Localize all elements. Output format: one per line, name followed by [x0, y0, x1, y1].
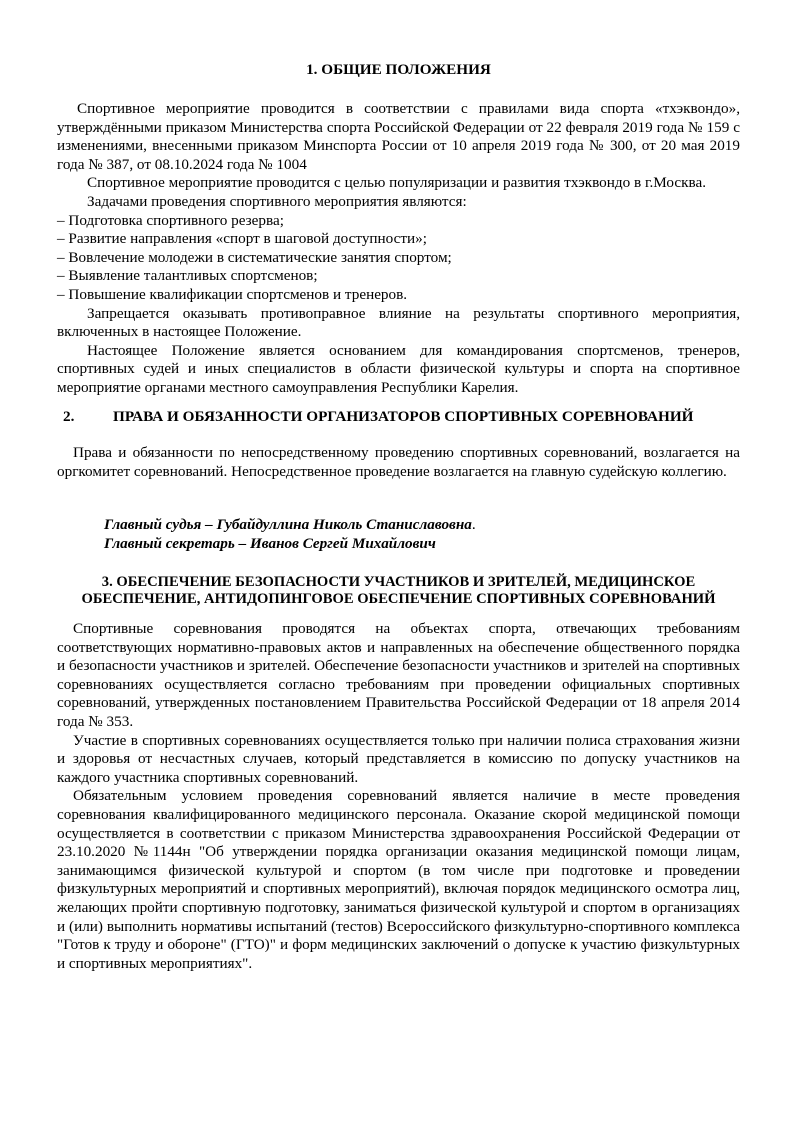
section-2-body: [57, 444, 740, 481]
section-2-paragraph-1: Права и обязанности по непосредственному проведению спортивных соревнований, возлагается на оргкомитет соревнований. Непосредственное проведение возлагается на главную судейскую коллегию.: [57, 444, 740, 480]
section-3-title-line-1: 3. ОБЕСПЕЧЕНИЕ БЕЗОПАСНОСТИ УЧАСТНИКОВ И ЗРИТЕЛЕЙ, МЕДИЦИНСКОЕ: [101, 574, 696, 590]
section-1-paragraph-1: Спортивное мероприятие проводится в соответствии с правилами вида спорта «тхэквондо», утверждёнными приказом Министерства спорта Российской Федерации от 22 февраля 2019 года № 159 с изменениями, внесенными приказом Минспорта России от 10 апреля 2019 года № 300, от 20 мая 2019 года № 387, от 08.10.2024 года № 1004: [57, 100, 740, 173]
chief-judge-period: .: [471, 516, 476, 533]
officials-block: [57, 516, 740, 553]
section-3-paragraph-3: Обязательным условием проведения соревнований является наличие в месте проведения соревнования квалифицированного медицинского персонала. Оказание скорой медицинской помощи осуществляется в соответствии с приказом Министерства здравоохранения Российской Федерации от 23.10.2020 №1144н "Об утверждении порядка организации оказания медицинской помощи лицам, занимающимся физической культурой и спортом (в том числе при подготовке и проведении физкультурных мероприятий и спортивных мероприятий), включая порядок медицинского осмотра лиц, желающих пройти спортивную подготовку, заниматься физической культурой и спортом в организациях и (или) выполнить нормативы испытаний (тестов) Всероссийского физкультурно-спортивного комплекса "Готов к труду и обороне" (ГТО)" и форм медицинских заключений о допуске к участию физкультурных и спортивных мероприятиях".: [57, 787, 740, 972]
chief-judge-line: [57, 516, 740, 535]
list-item: – Повышение квалификации спортсменов и тренеров.: [57, 285, 408, 303]
section-3-heading: [57, 574, 740, 608]
section-3-paragraph-2: Участие в спортивных соревнованиях осуществляется только при наличии полиса страхования жизни и здоровья от несчастных случаев, который представляется в комиссию по допуску участников на каждого участника спортивных соревнований.: [57, 731, 740, 786]
section-1-paragraph-3: Задачами проведения спортивного мероприятия являются:: [87, 192, 467, 210]
section-1-paragraph-5: Настоящее Положение является основанием для командирования спортсменов, тренеров, спортивных судей и иных специалистов в области физической культуры и спорта на спортивное мероприятие органами местного самоуправления Республики Карелия.: [57, 341, 740, 396]
list-item: – Выявление талантливых спортсменов;: [57, 267, 318, 285]
section-1-paragraph-4: Запрещается оказывать противоправное влияние на результаты спортивного мероприятия, включенных в настоящее Положение.: [57, 304, 740, 341]
section-1-body: [57, 100, 740, 398]
section-1-paragraph-2: Спортивное мероприятие проводится с целью популяризации и развития тхэквондо в г.Москва.: [87, 174, 707, 192]
section-1-heading: 1. ОБЩИЕ ПОЛОЖЕНИЯ: [306, 61, 491, 78]
chief-secretary: Главный секретарь – Иванов Сергей Михайлович: [104, 534, 436, 552]
section-3-title-line-2: ОБЕСПЕЧЕНИЕ, АНТИДОПИНГОВОЕ ОБЕСПЕЧЕНИЕ СПОРТИВНЫХ СОРЕВНОВАНИЙ: [81, 591, 716, 607]
list-item: – Вовлечение молодежи в систематические занятия спортом;: [57, 248, 452, 266]
tasks-list: [57, 212, 740, 305]
section-3-body: [57, 620, 740, 973]
list-item: – Развитие направления «спорт в шаговой доступности»;: [57, 230, 427, 248]
section-2-title: ПРАВА И ОБЯЗАННОСТИ ОРГАНИЗАТОРОВ СПОРТИВНЫХ СОРЕВНОВАНИЙ: [113, 408, 694, 425]
section-3-paragraph-1: Спортивные соревнования проводятся на объектах спорта, отвечающих требованиям соответствующих нормативно-правовых актов и направленных на обеспечение общественного порядка и безопасности участников и зрителей. Обеспечение безопасности участников и зрителей на спортивных соревнованиях осуществляется согласно требованиям при проведении официальных спортивных соревнований, утвержденных постановлением Правительства Российской Федерации от 18 апреля 2014 года № 353.: [57, 620, 740, 730]
section-2-heading: [57, 408, 740, 427]
list-item: – Подготовка спортивного резерва;: [57, 211, 284, 229]
section-2-number: 2.: [63, 408, 75, 425]
chief-judge: Главный судья – Губайдуллина Николь Станиславовна: [104, 516, 472, 533]
